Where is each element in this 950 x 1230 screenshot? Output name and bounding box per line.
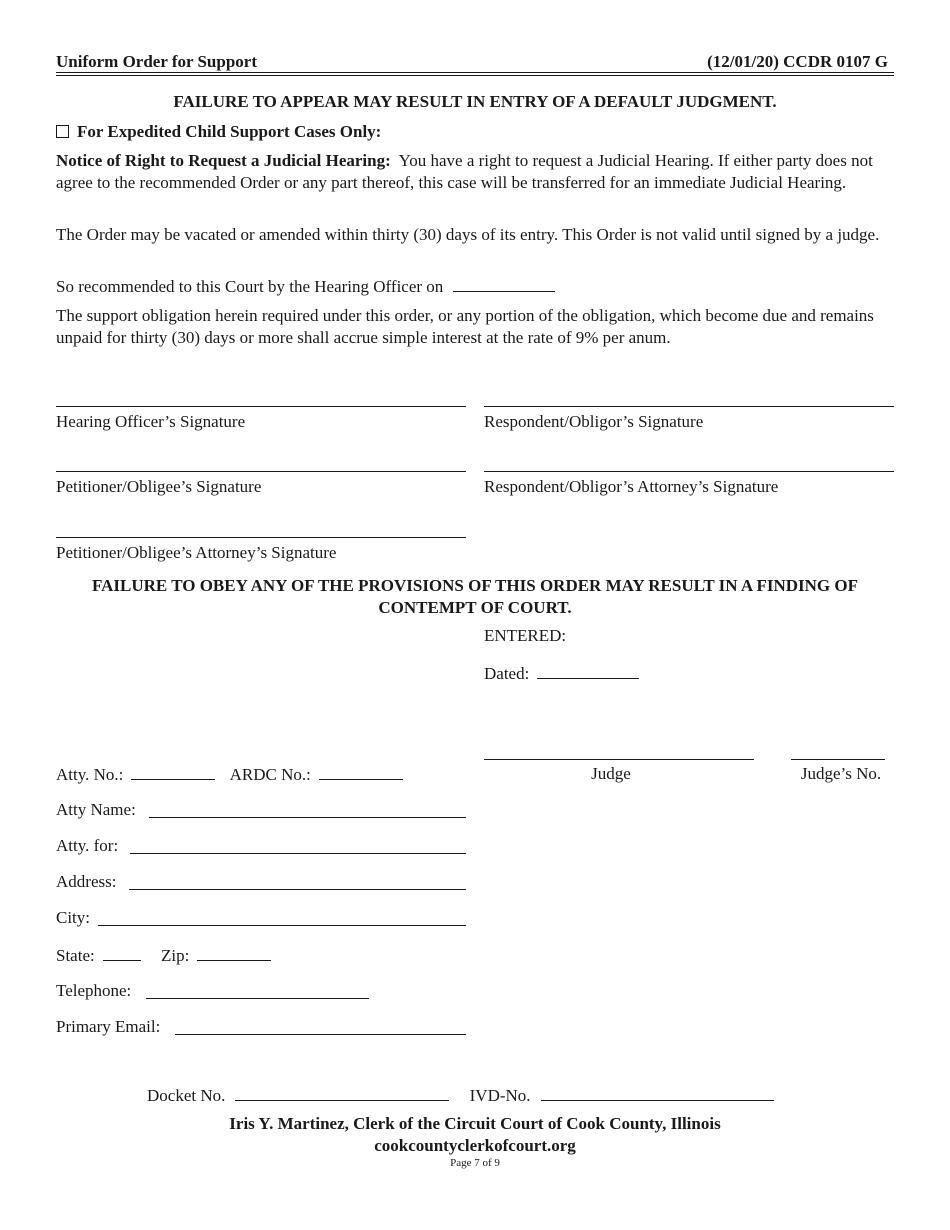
atty-no-label: Atty. No.: — [56, 765, 124, 784]
contempt-warning: FAILURE TO OBEY ANY OF THE PROVISIONS OF THIS ORDER MAY RESULT IN A FINDING OF CONTEMPT OF COURT. — [92, 576, 858, 617]
interest-paragraph: The support obligation herein required under this order, or any portion of the obligation, which become due and remains unpaid for thirty (30) days or more shall accrue simple interest at the rate of 9% per anum. — [56, 306, 874, 347]
state-zip-row — [56, 945, 271, 966]
respondent-attorney-signature-line[interactable] — [484, 471, 894, 472]
address-label: Address: — [56, 872, 117, 891]
expedited-label: For Expedited Child Support Cases Only: — [77, 122, 382, 141]
email-field[interactable] — [175, 1034, 466, 1035]
state-label: State: — [56, 946, 95, 965]
vacate-paragraph: The Order may be vacated or amended within thirty (30) days of its entry. This Order is not valid until signed by a judge. — [56, 225, 880, 244]
atty-no-row — [56, 764, 403, 785]
zip-label: Zip: — [160, 946, 190, 965]
ardc-no-field[interactable] — [319, 764, 403, 780]
judge-number-label: Judge’s No. — [800, 764, 882, 783]
clerk-website: cookcountyclerkofcourt.org — [374, 1136, 576, 1155]
page-number: Page 7 of 9 — [450, 1157, 500, 1169]
docket-label: Docket No. — [147, 1086, 226, 1105]
docket-field[interactable] — [235, 1085, 449, 1101]
expedited-cases-option[interactable] — [56, 122, 381, 142]
atty-name-label: Atty Name: — [56, 800, 136, 819]
dated-field[interactable] — [537, 663, 639, 679]
form-title: Uniform Order for Support — [56, 52, 258, 71]
hearing-officer-signature-line[interactable] — [56, 406, 466, 407]
dated-row — [484, 663, 639, 684]
dated-label: Dated: — [484, 664, 530, 683]
hearing-officer-signature-label: Hearing Officer’s Signature — [56, 412, 246, 431]
zip-field[interactable] — [197, 945, 271, 961]
telephone-label: Telephone: — [56, 981, 132, 1000]
respondent-attorney-signature-label: Respondent/Obligor’s Attorney’s Signature — [484, 477, 779, 496]
atty-for-label: Atty. for: — [56, 836, 119, 855]
petitioner-attorney-signature-line[interactable] — [56, 537, 466, 538]
ivd-field[interactable] — [541, 1085, 774, 1101]
recommended-row — [56, 276, 555, 297]
judge-number-line[interactable] — [791, 759, 885, 760]
notice-heading: Notice of Right to Request a Judicial Hearing: — [56, 151, 391, 170]
state-field[interactable] — [103, 945, 141, 961]
recommended-text: So recommended to this Court by the Hearing Officer on — [56, 277, 444, 296]
default-judgment-warning: FAILURE TO APPEAR MAY RESULT IN ENTRY OF A DEFAULT JUDGMENT. — [173, 92, 777, 111]
notice-paragraph — [56, 150, 894, 194]
petitioner-attorney-signature-label: Petitioner/Obligee’s Attorney’s Signature — [56, 543, 337, 562]
notice-body: You have a right to request a Judicial Hearing. If either party does not agree to the recommended Order or any part thereof, this case will be transferred for an immediate Judicial Hearing. — [56, 151, 873, 192]
city-field[interactable] — [98, 925, 466, 926]
recommended-date-field[interactable] — [453, 276, 555, 292]
docket-ivd-row — [147, 1085, 774, 1106]
petitioner-signature-line[interactable] — [56, 471, 466, 472]
city-label: City: — [56, 908, 91, 927]
respondent-signature-label: Respondent/Obligor’s Signature — [484, 412, 704, 431]
form-code: (12/01/20) CCDR 0107 G — [707, 52, 888, 71]
atty-name-field[interactable] — [149, 817, 466, 818]
address-field[interactable] — [129, 889, 466, 890]
judge-signature-line[interactable] — [484, 759, 754, 760]
respondent-signature-line[interactable] — [484, 406, 894, 407]
clerk-name: Iris Y. Martinez, Clerk of the Circuit Court of Cook County, Illinois — [229, 1114, 721, 1133]
atty-no-field[interactable] — [131, 764, 215, 780]
expedited-checkbox[interactable] — [56, 125, 69, 138]
judge-label: Judge — [591, 764, 631, 783]
ivd-label: IVD-No. — [469, 1086, 531, 1105]
petitioner-signature-label: Petitioner/Obligee’s Signature — [56, 477, 262, 496]
entered-label: ENTERED: — [484, 626, 567, 645]
header-rule — [56, 72, 894, 73]
document-header — [56, 52, 894, 74]
atty-for-field[interactable] — [130, 853, 466, 854]
telephone-field[interactable] — [146, 998, 369, 999]
ardc-no-label: ARDC No.: — [229, 765, 311, 784]
email-label: Primary Email: — [56, 1017, 161, 1036]
header-rule-double — [56, 75, 894, 76]
